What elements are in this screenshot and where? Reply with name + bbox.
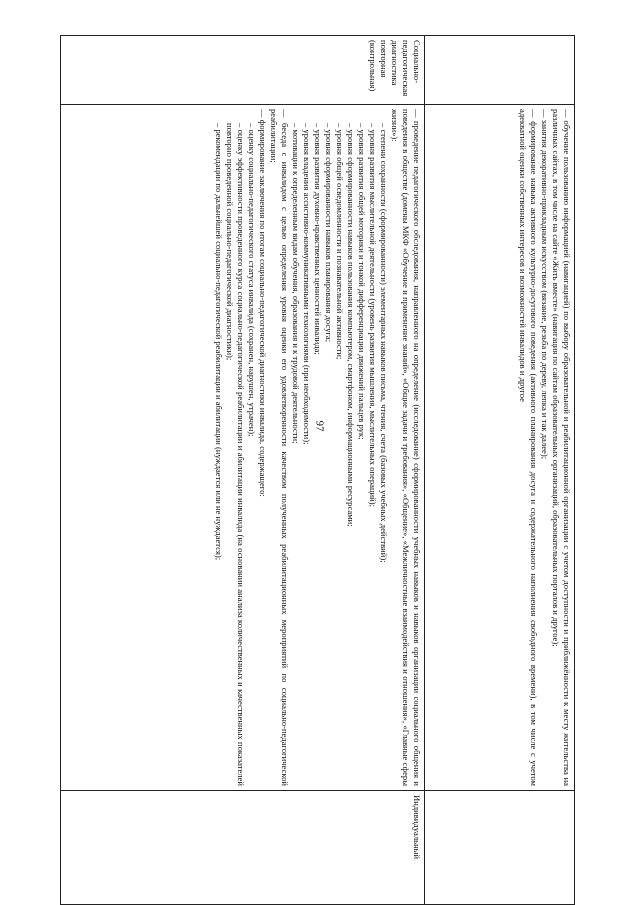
table-row [61,36,425,905]
list-item: – уровня владения ассистивно-коммуникативными технологиями (при необходимости); [302,123,312,445]
document-table [60,35,575,905]
list-item: — формирование заключения по итогам социально-педагогической диагностики инвалида, содержащего: [258,109,268,497]
list-item: – мотивации к определенным видам обучения, образования и к трудовой деятельности; [291,123,301,444]
list-item: – уровня сформированности навыков планирования досуга; [324,123,334,343]
list-item: – степени сохранности (сформированности) элементарных навыков письма, чтения, счета (базовых учебных действий); [379,123,389,563]
cell-service-content [425,105,575,791]
list-item: – уровня развития духовно-нравственных ценностей инвалида; [313,123,323,355]
table-row [425,36,575,905]
rehab-table [60,35,575,905]
list-item: – рекомендации по дальнейшей социально-педагогической реабилитации и абилитации (нуждается или не нуждается); [214,123,224,561]
list-item: – уровня развития общей моторики и тонкой дифференциации движений пальцев рук; [357,123,367,440]
cell-service-name: Социально-педагогическая диагностика повторная (контрольная) [61,36,425,105]
list-item: – уровня общей осведомленности и познавательной активности; [335,123,345,360]
list-item: – оценку социально-педагогического статуса инвалида (сохранен, нарушен, утрачен); [247,123,257,437]
list-item: – оценку эффективности проведенного курса социально-педагогической реабилитации и абилитации инвалида (на основании анализа количественных и качественных показателей повторно проведенной социально-педагогической диагностики); [225,123,246,786]
list-item: — формирование навыка активного культурно-досугового поведения (активного планирования досуга и содержательного наполнения свободного времени), в том числе с учетом адекватной оценки собственных интересов и возможностей инвалидов и другое [518,109,539,786]
list-item: — проведение педагогического обследования, направленного на определение (исследование) сформированности учебных навыков и навыков организации социального общения и поведения в обществе (домены МКФ «Обучение и применение знаний», «Общие задачи и требования», «Общение», «Межличностные взаимодействия и отношения», «Главные сферы жизни»): [390,109,422,786]
list-item: — беседа с инвалидом с целью определения уровня оценки его удовлетворенности качеством полученных реабилитационных мероприятий по социально-педагогической реабилитации; [269,109,290,786]
cell-service-content [61,105,425,791]
cell-form: Индивидуальный [61,791,425,905]
cell-form [425,791,575,905]
page-number: 97 [313,420,326,432]
list-item: — занятия декоративно-прикладным искусством (вязание, резьба по дереву, лепка и так далее); [540,109,550,460]
list-item: – уровня развития мыслительной деятельности (уровень развития мышления, мыслительных операций); [368,123,378,508]
list-item: — обучение пользованию информацией (навигацией) по выбору образовательной и реабилитационной организации с учетом доступности и приближённости к месту жительства на различных сайтах, в том числе на сайте «Жить вместе» (навигация по сайтам образовательных организаций, образовательных порталов и другое); [551,109,572,786]
cell-service-name [425,36,575,105]
list-item: – уровня сформированности навыков пользования компьютером, смартфоном, информационными ресурсами; [346,123,356,527]
